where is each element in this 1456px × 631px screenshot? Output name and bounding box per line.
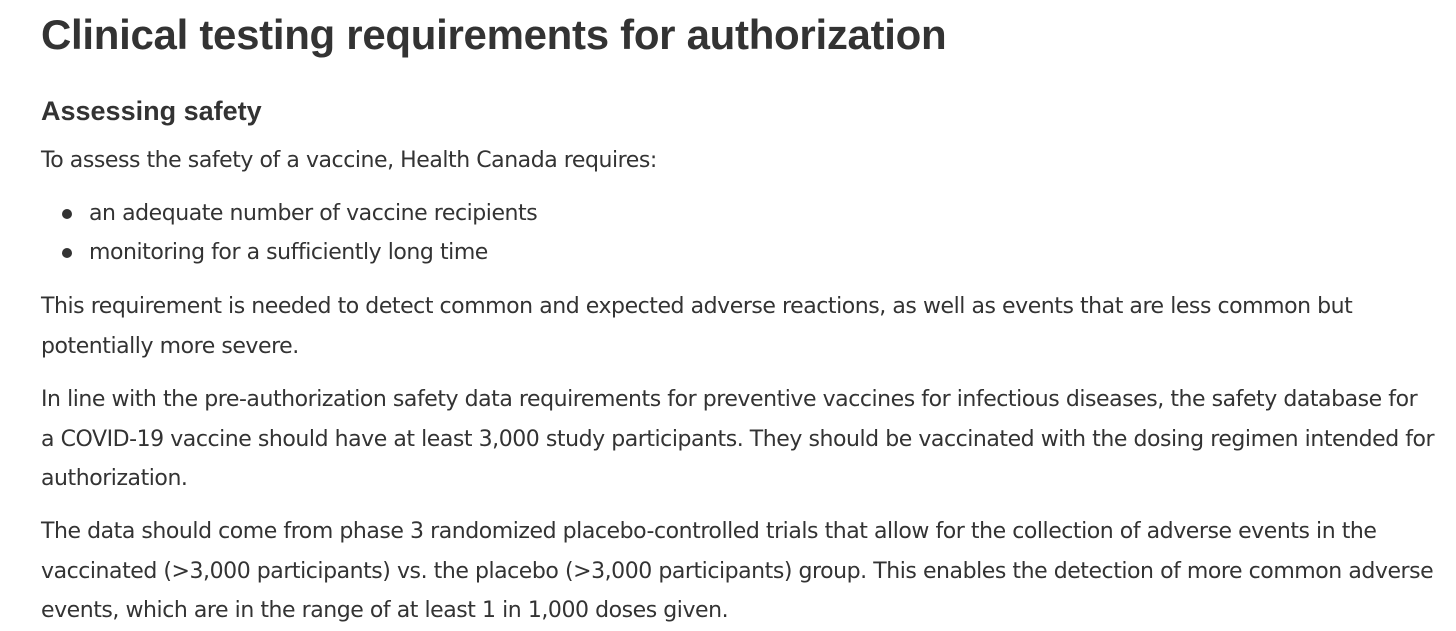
list-item-text: monitoring for a sufficiently long time bbox=[89, 240, 488, 265]
page-title: Clinical testing requirements for authorization bbox=[41, 11, 947, 58]
paragraph-safety-database: In line with the pre-authorization safety data requirements for preventive vaccines for infectious diseases, the safety database for a COVID-19 vaccine should have at least 3,000 study participants. They should be vaccinated with the dosing regimen intended for authorization. bbox=[41, 387, 1435, 491]
list-item bbox=[41, 233, 537, 272]
paragraph-phase3-trials: The data should come from phase 3 randomized placebo-controlled trials that allow for the collection of adverse events in the vaccinated (>3,000 participants) vs. the placebo (>3,000 participants) group. This enables the detection of more common adverse events, which are in the range of at least 1 in 1,000 doses given. bbox=[41, 519, 1434, 623]
list-item-text: an adequate number of vaccine recipients bbox=[89, 201, 538, 226]
intro-text: To assess the safety of a vaccine, Health Canada requires: bbox=[41, 148, 657, 173]
list-item bbox=[41, 194, 537, 233]
bullet-icon bbox=[62, 248, 72, 258]
requirements-list bbox=[41, 194, 537, 272]
bullet-icon bbox=[62, 209, 72, 219]
section-heading-assessing-safety: Assessing safety bbox=[41, 96, 262, 126]
paragraph-requirement-purpose: This requirement is needed to detect common and expected adverse reactions, as well as events that are less common but potentially more severe. bbox=[41, 294, 1353, 359]
